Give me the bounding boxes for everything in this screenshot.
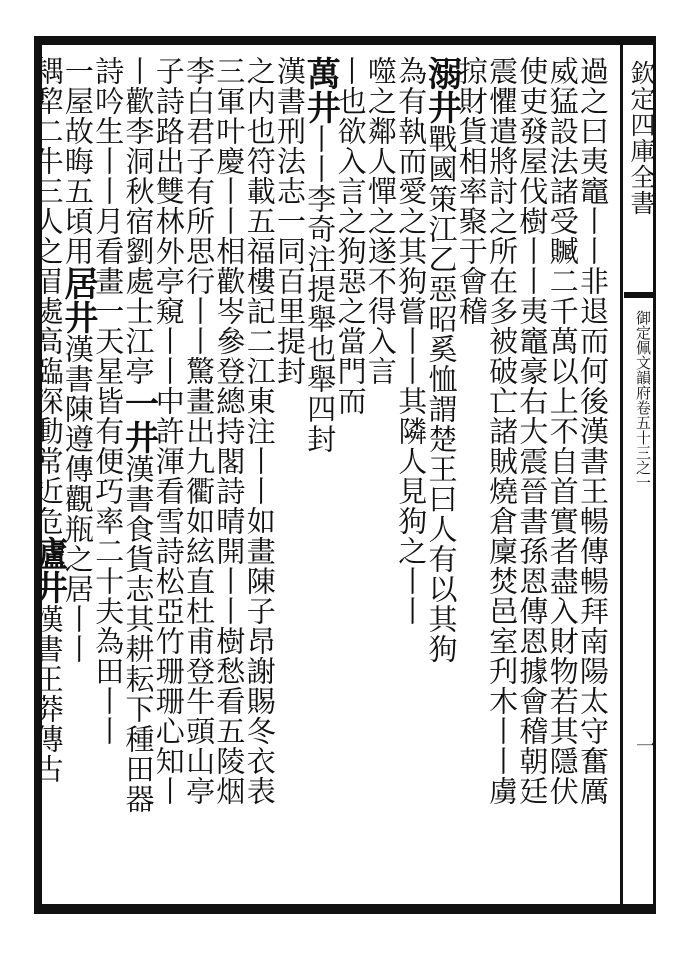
text-column [515,56,550,896]
text-segment: 震懼遣將討之所在多被破亡諸賊燒倉廩焚邑室刋木丨丨虜 [485,56,520,806]
text-segment: 威猛設法諸受贓二千萬以上不自首實者盡入財物若其隱伏 [545,56,580,806]
text-column [545,56,580,896]
text-segment: 漢書王莽傳古 [30,604,65,784]
bottom-border-rule [34,904,656,914]
text-segment: 漢書刑法志一同百里提封 [272,56,307,386]
text-segment: 李白君子有所思行丨丨驚畫出九衢如絃直杜甫登牛頭山亭 [182,56,217,806]
text-segment: 之眉處高臨深動常近危 [30,236,65,536]
text-column [421,56,462,896]
text-column [182,56,217,896]
text-column [394,56,429,896]
text-segment: 詩吟生丨丨月看畫一天星 [91,56,126,386]
text-segment: 丨也欲入言之狗惡之當門而 [333,56,368,416]
volume-number: 卷五十三之一 [634,400,652,490]
text-segment: 漢書食貨志其耕耘下種田器 [121,454,156,814]
text-segment: 使吏發屋伐樹丨丨夷竈豪右大震晉書孫恩傳恩據會稽朝廷 [515,56,550,806]
text-column [57,56,98,896]
text-column [91,56,126,896]
top-border-rule [34,36,656,45]
book-title: 欽定四庫全書 [627,60,656,216]
text-segment: 戰國策江乙惡昭奚恤謂楚王曰人有以其狗 [424,124,459,664]
headword: 溺井 [421,56,462,124]
text-column [27,56,68,896]
margin-divider-rule [620,36,623,914]
text-column [333,56,368,896]
text-segment: 皆有便巧率二十夫為田丨丨 [91,386,126,746]
text-segment: 漢書陳遵傳觀瓶之居丨丨 [60,334,95,664]
fish-tail-mark [624,292,656,302]
section-title: 御定佩文韻府 [634,310,652,400]
text-segment: 丨丨李奇注提舉也舉四封 [303,124,338,454]
headword: 居井 [57,266,98,334]
leaf-number: 一 [636,734,656,758]
text-column [242,56,277,896]
headword: 萬井 [300,56,341,124]
text-segment: 之内也符載五福樓記二江東注丨丨如畫陳子昂謝賜冬衣表 [242,56,277,806]
text-column [212,56,247,896]
text-column [118,56,159,896]
headword: 一井 [118,386,159,454]
text-segment: 丨歡李洞秋宿劉處士江亭 [121,56,156,386]
headword: 廬井 [27,536,68,604]
text-column [575,56,610,896]
text-segment: 耦犂二牛三人 [30,56,65,236]
text-segment: 三軍叶慶丨丨相歡岑參登總持閣詩晴開丨丨樹愁看五陵烟 [212,56,247,806]
text-segment: 過之曰夷竈丨丨非退而何後漢書王暢傳暢拜南陽太守奮厲 [575,56,610,806]
text-column [485,56,520,896]
text-column [151,56,186,896]
section-and-volume [630,310,654,490]
text-segment: 子詩路出雙林外亭窺丨丨中許渾看雪詩松亞竹珊珊心知丨 [151,56,186,806]
text-segment: 一屋故晦五頃用 [60,56,95,266]
text-column [363,56,398,896]
text-column [454,56,489,896]
text-segment: 噬之鄰人憚之遂不得入言 [363,56,398,386]
text-segment: 為有執而愛之其狗嘗丨丨其隣人見狗之丨丨 [394,56,429,626]
text-column [272,56,307,896]
text-column [300,56,341,896]
text-segment: 掠財貨相率聚于會稽 [454,56,489,326]
